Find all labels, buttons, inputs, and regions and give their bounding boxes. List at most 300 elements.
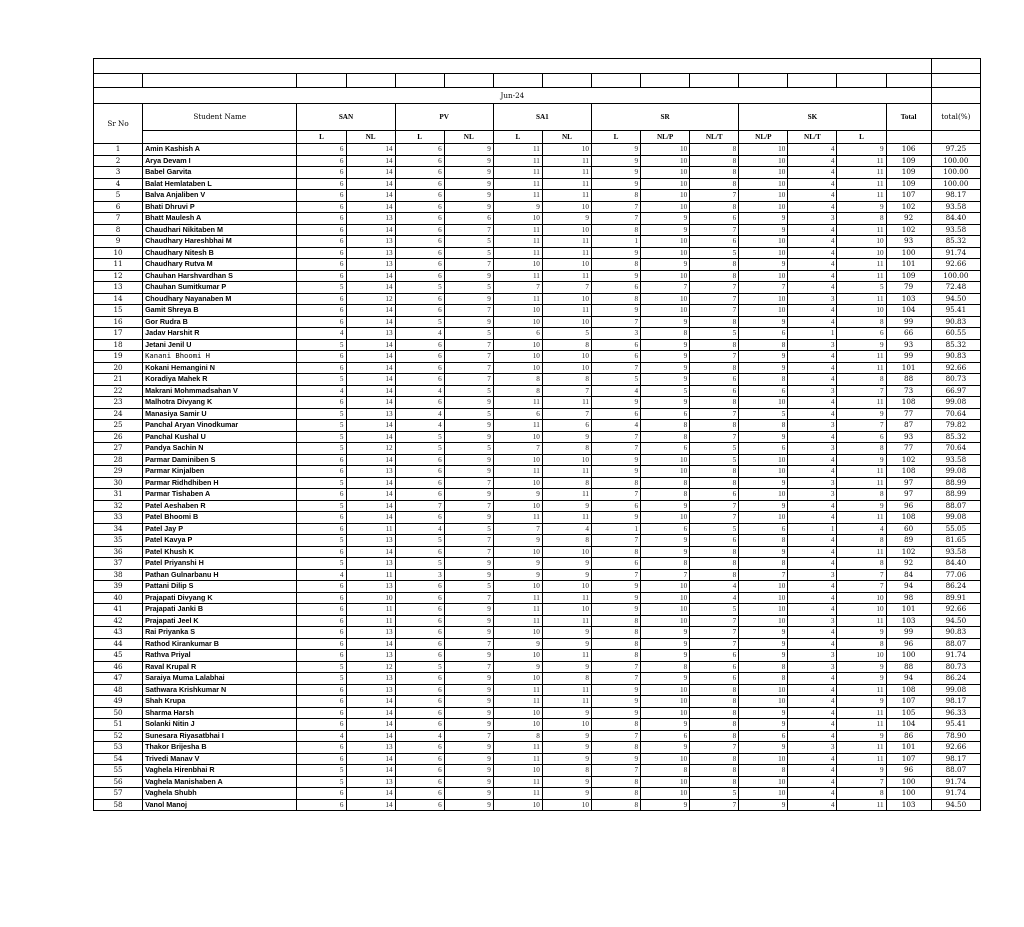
score-cell: 6 (690, 385, 739, 397)
score-cell: 14 (346, 477, 395, 489)
student-row (94, 454, 981, 466)
student-row (94, 569, 981, 581)
score-cell: 4 (788, 546, 837, 558)
score-cell: 4 (788, 316, 837, 328)
score-cell: 5 (690, 328, 739, 340)
score-cell: 9 (739, 351, 788, 363)
score-cell: 11 (837, 799, 886, 811)
score-cell: 8 (591, 742, 640, 754)
percent-cell: 66.97 (931, 385, 980, 397)
sr-no-cell: 35 (94, 535, 143, 547)
student-name-cell: Panchal Kushal U (143, 431, 297, 443)
score-cell: 14 (346, 190, 395, 202)
score-cell: 1 (591, 236, 640, 248)
score-cell: 4 (788, 765, 837, 777)
student-name-cell: Vaghela Hirenbhai R (143, 765, 297, 777)
student-name-cell: Patel Aeshaben R (143, 500, 297, 512)
score-cell: 10 (542, 316, 591, 328)
score-cell: 4 (395, 523, 444, 535)
percent-cell: 91.74 (931, 788, 980, 800)
score-cell: 7 (542, 408, 591, 420)
group-header-sr: SR (591, 104, 738, 131)
score-cell: 10 (542, 293, 591, 305)
score-cell: 9 (542, 500, 591, 512)
score-cell: 9 (641, 742, 690, 754)
score-cell: 9 (444, 270, 493, 282)
score-cell: 9 (591, 155, 640, 167)
score-cell: 7 (739, 569, 788, 581)
score-cell: 9 (739, 316, 788, 328)
blank-cell (297, 74, 346, 88)
score-cell: 10 (641, 144, 690, 156)
subheader-row (94, 131, 981, 144)
score-cell: 6 (690, 535, 739, 547)
percent-cell: 100.00 (931, 270, 980, 282)
percent-cell: 77.06 (931, 569, 980, 581)
score-cell: 6 (739, 385, 788, 397)
score-cell: 9 (591, 178, 640, 190)
sr-no-cell: 16 (94, 316, 143, 328)
score-cell: 6 (297, 592, 346, 604)
sr-no-cell: 9 (94, 236, 143, 248)
student-row (94, 765, 981, 777)
score-cell: 8 (493, 374, 542, 386)
percent-cell: 94.50 (931, 293, 980, 305)
score-cell: 4 (788, 362, 837, 374)
score-cell: 9 (542, 569, 591, 581)
score-cell: 10 (493, 339, 542, 351)
student-name-cell: Kokani Hemangini N (143, 362, 297, 374)
total-cell: 100 (886, 247, 931, 259)
score-cell: 7 (444, 661, 493, 673)
score-cell: 4 (788, 604, 837, 616)
score-cell: 10 (641, 707, 690, 719)
score-cell: 8 (690, 466, 739, 478)
score-cell: 6 (297, 305, 346, 317)
sr-no-cell: 47 (94, 673, 143, 685)
student-row (94, 661, 981, 673)
score-cell: 9 (591, 305, 640, 317)
score-cell: 9 (641, 627, 690, 639)
score-cell: 9 (444, 742, 493, 754)
student-name-cell: Sathwara Krishkumar N (143, 684, 297, 696)
sr-no-cell: 13 (94, 282, 143, 294)
score-cell: 9 (444, 650, 493, 662)
student-row (94, 604, 981, 616)
score-cell: 8 (690, 719, 739, 731)
score-cell: 7 (690, 500, 739, 512)
score-cell: 6 (395, 707, 444, 719)
score-cell: 14 (346, 788, 395, 800)
score-cell: 8 (739, 558, 788, 570)
score-cell: 13 (346, 535, 395, 547)
score-cell: 6 (395, 454, 444, 466)
student-row (94, 362, 981, 374)
percent-cell: 100.00 (931, 178, 980, 190)
score-cell: 6 (739, 523, 788, 535)
score-cell: 7 (591, 489, 640, 501)
score-cell: 14 (346, 765, 395, 777)
score-cell: 6 (395, 270, 444, 282)
score-cell: 11 (493, 684, 542, 696)
score-cell: 5 (297, 443, 346, 455)
total-cell: 98 (886, 592, 931, 604)
score-cell: 9 (444, 799, 493, 811)
student-row (94, 247, 981, 259)
score-cell: 9 (542, 638, 591, 650)
blank-cell (788, 74, 837, 88)
score-cell: 10 (739, 178, 788, 190)
student-row (94, 316, 981, 328)
score-cell: 5 (297, 558, 346, 570)
percent-cell: 90.83 (931, 627, 980, 639)
subheader-cell: L (297, 131, 346, 144)
score-cell: 11 (837, 351, 886, 363)
student-name-cell: Prajapati Jeel K (143, 615, 297, 627)
score-cell: 4 (788, 753, 837, 765)
score-cell: 10 (641, 247, 690, 259)
score-cell: 8 (591, 788, 640, 800)
student-row (94, 535, 981, 547)
score-cell: 10 (739, 236, 788, 248)
score-cell: 8 (641, 661, 690, 673)
score-cell: 9 (739, 650, 788, 662)
score-cell: 7 (591, 661, 640, 673)
student-row (94, 190, 981, 202)
score-cell: 9 (739, 477, 788, 489)
score-cell: 9 (444, 558, 493, 570)
score-cell: 10 (739, 788, 788, 800)
score-cell: 8 (690, 776, 739, 788)
score-cell: 6 (395, 201, 444, 213)
score-cell: 5 (690, 443, 739, 455)
score-cell: 6 (837, 328, 886, 340)
score-cell: 7 (690, 190, 739, 202)
sr-no-cell: 10 (94, 247, 143, 259)
percent-cell: 91.74 (931, 776, 980, 788)
score-cell: 11 (542, 684, 591, 696)
score-cell: 10 (641, 190, 690, 202)
score-cell: 4 (788, 466, 837, 478)
score-cell: 10 (739, 512, 788, 524)
score-cell: 8 (542, 673, 591, 685)
score-cell: 4 (788, 535, 837, 547)
score-cell: 9 (591, 247, 640, 259)
score-cell: 5 (297, 431, 346, 443)
score-cell: 8 (690, 684, 739, 696)
score-cell: 6 (395, 489, 444, 501)
student-name-cell: Parmar Daminiben S (143, 454, 297, 466)
percent-cell: 80.73 (931, 661, 980, 673)
score-cell: 11 (837, 546, 886, 558)
score-cell: 9 (739, 799, 788, 811)
score-cell: 3 (788, 489, 837, 501)
score-cell: 14 (346, 282, 395, 294)
score-cell: 6 (395, 742, 444, 754)
score-cell: 7 (444, 500, 493, 512)
percent-cell: 81.65 (931, 535, 980, 547)
score-cell: 6 (690, 236, 739, 248)
score-cell: 9 (837, 730, 886, 742)
score-cell: 4 (788, 500, 837, 512)
score-cell: 6 (837, 431, 886, 443)
total-cell: 108 (886, 684, 931, 696)
score-cell: 10 (493, 500, 542, 512)
sr-no-cell: 6 (94, 201, 143, 213)
student-row (94, 431, 981, 443)
score-cell: 10 (739, 696, 788, 708)
score-cell: 6 (395, 190, 444, 202)
student-row (94, 558, 981, 570)
score-cell: 4 (297, 569, 346, 581)
score-cell: 11 (837, 477, 886, 489)
score-cell: 6 (493, 408, 542, 420)
score-cell: 5 (395, 558, 444, 570)
score-cell: 8 (591, 719, 640, 731)
score-cell: 8 (837, 316, 886, 328)
student-row (94, 408, 981, 420)
score-cell: 6 (297, 604, 346, 616)
score-cell: 5 (297, 765, 346, 777)
score-cell: 6 (395, 155, 444, 167)
score-cell: 10 (837, 236, 886, 248)
sr-no-cell: 53 (94, 742, 143, 754)
score-cell: 3 (788, 661, 837, 673)
score-cell: 9 (444, 753, 493, 765)
percent-cell: 85.32 (931, 236, 980, 248)
percent-cell: 95.41 (931, 719, 980, 731)
score-cell: 5 (297, 673, 346, 685)
score-cell: 6 (395, 615, 444, 627)
score-cell: 7 (444, 224, 493, 236)
score-cell: 7 (690, 615, 739, 627)
student-row (94, 270, 981, 282)
score-cell: 6 (395, 684, 444, 696)
score-cell: 6 (395, 696, 444, 708)
student-row (94, 167, 981, 179)
score-cell: 3 (788, 742, 837, 754)
score-cell: 10 (739, 201, 788, 213)
score-cell: 8 (542, 339, 591, 351)
subheader-cell: NL (542, 131, 591, 144)
score-cell: 7 (542, 385, 591, 397)
score-cell: 7 (641, 569, 690, 581)
score-cell: 7 (690, 282, 739, 294)
score-cell: 3 (788, 385, 837, 397)
score-cell: 7 (493, 443, 542, 455)
percent-cell: 84.40 (931, 558, 980, 570)
score-cell: 9 (641, 339, 690, 351)
sr-no-cell: 30 (94, 477, 143, 489)
score-cell: 6 (641, 408, 690, 420)
student-row (94, 799, 981, 811)
score-cell: 6 (297, 270, 346, 282)
student-name-cell: Patel Jay P (143, 523, 297, 535)
student-name-cell: Chaudhary Nitesh B (143, 247, 297, 259)
percent-cell: 100.00 (931, 155, 980, 167)
score-cell: 10 (739, 144, 788, 156)
student-row (94, 489, 981, 501)
score-cell: 7 (837, 581, 886, 593)
student-name-header: Student Name (143, 104, 297, 131)
score-cell: 9 (493, 489, 542, 501)
score-cell: 8 (591, 627, 640, 639)
score-cell: 7 (837, 776, 886, 788)
score-cell: 7 (591, 569, 640, 581)
student-name-cell: Chauhan Sumitkumar P (143, 282, 297, 294)
sr-no-cell: 19 (94, 351, 143, 363)
score-cell: 6 (591, 500, 640, 512)
score-cell: 4 (788, 707, 837, 719)
student-row (94, 466, 981, 478)
score-cell: 11 (837, 167, 886, 179)
score-cell: 9 (444, 167, 493, 179)
sr-no-cell: 33 (94, 512, 143, 524)
score-cell: 7 (591, 316, 640, 328)
total-cell: 92 (886, 558, 931, 570)
score-cell: 6 (690, 661, 739, 673)
score-cell: 5 (395, 443, 444, 455)
total-cell: 87 (886, 420, 931, 432)
score-cell: 8 (739, 420, 788, 432)
score-cell: 5 (690, 454, 739, 466)
score-cell: 6 (297, 397, 346, 409)
percent-cell: 70.64 (931, 443, 980, 455)
total-cell: 100 (886, 650, 931, 662)
score-cell: 5 (690, 604, 739, 616)
subheader-cell: NL (444, 131, 493, 144)
percent-cell: 96.33 (931, 707, 980, 719)
score-cell: 10 (739, 247, 788, 259)
score-cell: 8 (493, 730, 542, 742)
score-cell: 13 (346, 742, 395, 754)
score-cell: 6 (297, 523, 346, 535)
score-cell: 10 (493, 259, 542, 271)
sr-no-cell: 15 (94, 305, 143, 317)
score-cell: 6 (297, 167, 346, 179)
score-cell: 9 (591, 167, 640, 179)
student-row (94, 385, 981, 397)
score-cell: 6 (395, 627, 444, 639)
score-cell: 9 (591, 454, 640, 466)
score-cell: 8 (591, 615, 640, 627)
score-cell: 4 (297, 730, 346, 742)
score-cell: 6 (395, 178, 444, 190)
sr-no-cell: 24 (94, 408, 143, 420)
score-cell: 6 (395, 753, 444, 765)
student-name-cell: Jetani Jenil U (143, 339, 297, 351)
score-cell: 10 (641, 270, 690, 282)
score-cell: 6 (641, 523, 690, 535)
score-cell: 1 (788, 523, 837, 535)
score-cell: 8 (690, 397, 739, 409)
score-cell: 10 (346, 592, 395, 604)
score-cell: 4 (788, 788, 837, 800)
sr-no-cell: 14 (94, 293, 143, 305)
score-cell: 6 (395, 167, 444, 179)
score-cell: 9 (837, 627, 886, 639)
total-cell: 88 (886, 661, 931, 673)
score-cell: 9 (444, 604, 493, 616)
score-cell: 3 (788, 477, 837, 489)
student-name-cell: Rai Priyanka S (143, 627, 297, 639)
score-cell: 11 (493, 753, 542, 765)
score-cell: 9 (837, 696, 886, 708)
score-cell: 11 (837, 742, 886, 754)
score-cell: 14 (346, 201, 395, 213)
score-cell: 6 (297, 190, 346, 202)
score-cell: 6 (395, 673, 444, 685)
group-header-sa1: SA1 (493, 104, 591, 131)
score-cell: 13 (346, 684, 395, 696)
score-cell: 8 (542, 535, 591, 547)
score-cell: 9 (641, 799, 690, 811)
score-cell: 9 (444, 316, 493, 328)
score-cell: 10 (493, 581, 542, 593)
score-cell: 7 (444, 259, 493, 271)
score-cell: 14 (346, 638, 395, 650)
score-cell: 6 (297, 753, 346, 765)
score-cell: 10 (739, 592, 788, 604)
student-row (94, 684, 981, 696)
percent-cell: 94.50 (931, 615, 980, 627)
student-name-cell: Prajapati Janki B (143, 604, 297, 616)
score-cell: 1 (788, 328, 837, 340)
score-cell: 5 (395, 282, 444, 294)
score-cell: 7 (591, 730, 640, 742)
score-cell: 8 (690, 201, 739, 213)
score-cell: 9 (739, 546, 788, 558)
percent-cell: 99.08 (931, 684, 980, 696)
score-cell: 14 (346, 270, 395, 282)
score-cell: 10 (641, 305, 690, 317)
total-cell: 99 (886, 316, 931, 328)
blank-cell (739, 74, 788, 88)
score-cell: 7 (444, 546, 493, 558)
total-cell: 103 (886, 799, 931, 811)
score-cell: 7 (641, 282, 690, 294)
score-cell: 11 (346, 615, 395, 627)
score-cell: 9 (444, 788, 493, 800)
total-cell: 109 (886, 167, 931, 179)
percent-cell: 89.91 (931, 592, 980, 604)
score-cell: 6 (690, 650, 739, 662)
score-cell: 6 (395, 477, 444, 489)
score-cell: 10 (739, 581, 788, 593)
student-name-cell: Vaghela Shubh (143, 788, 297, 800)
score-cell: 10 (739, 684, 788, 696)
score-cell: 10 (493, 213, 542, 225)
score-cell: 10 (641, 592, 690, 604)
score-cell: 12 (346, 661, 395, 673)
score-cell: 9 (739, 224, 788, 236)
score-cell: 8 (837, 213, 886, 225)
score-cell: 8 (690, 707, 739, 719)
score-cell: 7 (395, 500, 444, 512)
score-cell: 11 (493, 144, 542, 156)
percent-cell: 86.24 (931, 581, 980, 593)
score-cell: 9 (542, 661, 591, 673)
score-cell: 10 (739, 190, 788, 202)
score-cell: 6 (297, 454, 346, 466)
score-cell: 13 (346, 259, 395, 271)
score-cell: 9 (444, 684, 493, 696)
score-cell: 9 (542, 213, 591, 225)
score-cell: 14 (346, 489, 395, 501)
score-cell: 4 (788, 351, 837, 363)
score-cell: 7 (444, 339, 493, 351)
score-cell: 10 (641, 788, 690, 800)
